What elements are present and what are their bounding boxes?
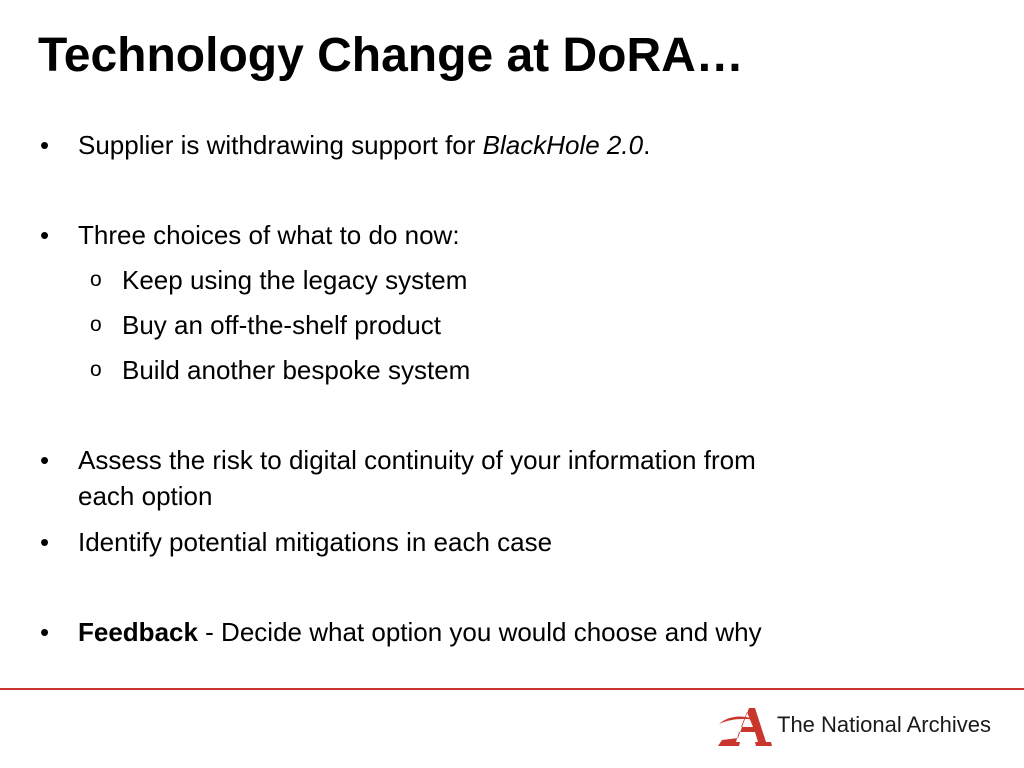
product-name: BlackHole 2.0 <box>482 130 644 160</box>
bullet-supplier-end: . <box>643 130 651 160</box>
bullet-feedback <box>78 614 762 650</box>
bullet-marker: • <box>40 445 50 475</box>
footer-divider <box>0 688 1024 690</box>
sub-bullet-marker: o <box>90 268 102 291</box>
national-archives-logo-icon <box>716 704 774 748</box>
bullet-marker: • <box>40 527 50 557</box>
bullet-supplier <box>78 127 650 163</box>
bullet-supplier-text: Supplier is withdrawing support for <box>78 130 483 160</box>
sub-bullet-marker: o <box>90 313 102 336</box>
bullet-three-choices: Three choices of what to do now: <box>78 220 460 250</box>
bullet-marker: • <box>40 220 50 250</box>
bullet-mitigations: Identify potential mitigations in each case <box>78 527 553 557</box>
sub-bullet-marker: o <box>90 358 102 381</box>
footer-logo-text: The National Archives <box>777 712 991 737</box>
feedback-text: - Decide what option you would choose and why <box>197 617 762 647</box>
bullet-assess-risk-line2: each option <box>78 481 213 511</box>
slide-title: Technology Change at DoRA… <box>38 29 744 82</box>
bullet-assess-risk-line1: Assess the risk to digital continuity of your information from <box>78 445 756 475</box>
bullet-marker: • <box>40 130 50 160</box>
option-item: Buy an off-the-shelf product <box>122 310 441 340</box>
option-item: Build another bespoke system <box>122 355 471 385</box>
option-item: Keep using the legacy system <box>122 265 468 295</box>
bullet-marker: • <box>40 617 50 647</box>
feedback-label: Feedback <box>78 617 198 647</box>
